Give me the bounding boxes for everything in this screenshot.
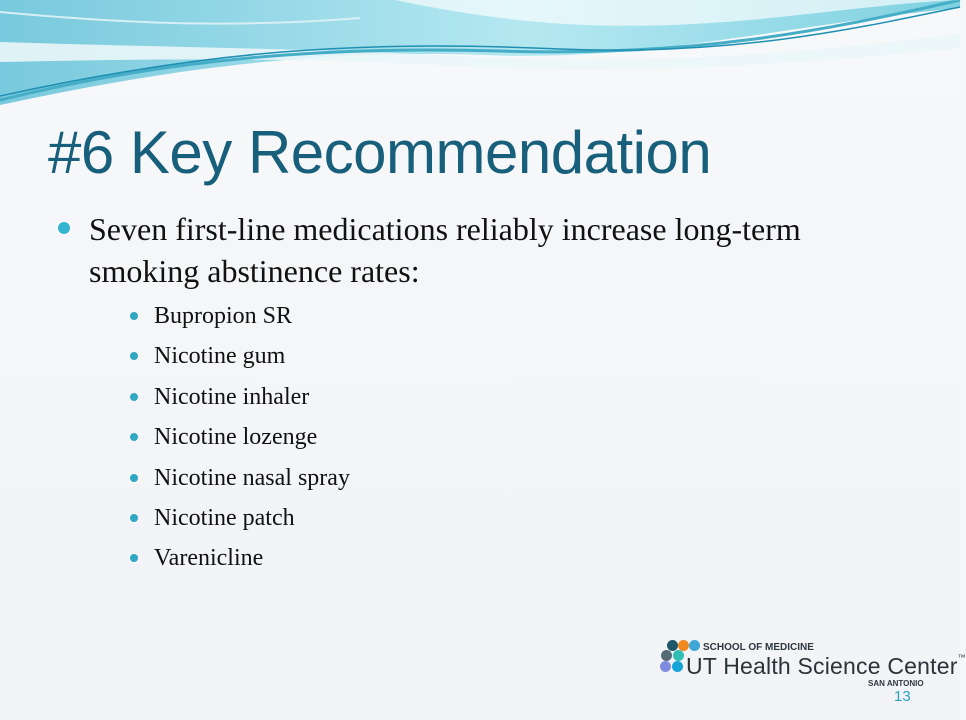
medication-label: Nicotine gum: [154, 343, 286, 370]
logo-institution-name: UT Health Science Center™: [686, 653, 966, 679]
bullet-dot-icon: [130, 393, 138, 401]
uthsc-logo: [659, 637, 966, 693]
slide-title: #6 Key Recommendation: [48, 119, 712, 186]
logo-hexagon-icon: [660, 661, 671, 672]
logo-hexagon-icon: [661, 650, 672, 661]
bullet-dot-icon: [130, 352, 138, 360]
bullet-dot-icon: [130, 554, 138, 562]
medication-item: [130, 498, 350, 538]
medication-item: [130, 538, 350, 578]
medication-list: [130, 296, 350, 579]
logo-hexagon-icon: [673, 650, 684, 661]
main-bullet-text: Seven first-line medications reliably increase long-term smoking abstinence rates:: [89, 211, 801, 289]
medication-item: [130, 296, 350, 336]
medication-label: Bupropion SR: [154, 303, 293, 329]
medication-item: [130, 417, 350, 457]
bullet-dot-icon: [130, 312, 138, 320]
logo-school-label: SCHOOL OF MEDICINE: [703, 642, 814, 653]
bullet-dot-icon: [130, 514, 138, 522]
medication-item: [130, 336, 350, 376]
bullet-dot-icon: [130, 433, 138, 441]
medication-label: Nicotine lozenge: [154, 424, 318, 451]
medication-item: [130, 458, 350, 498]
header-wave-decoration: [0, 0, 960, 120]
bullet-dot-icon: [58, 222, 70, 234]
page-number: 13: [894, 688, 911, 705]
medication-label: Nicotine nasal spray: [154, 464, 350, 491]
logo-hexagon-icon: [689, 640, 700, 651]
logo-hexagon-icon: [672, 661, 683, 672]
main-bullet: [58, 208, 848, 292]
medication-item: [130, 377, 350, 417]
bullet-dot-icon: [130, 474, 138, 482]
medication-label: Varenicline: [154, 545, 264, 572]
logo-location: SAN ANTONIO: [868, 679, 924, 688]
medication-label: Nicotine inhaler: [154, 383, 310, 410]
medication-label: Nicotine patch: [154, 504, 295, 531]
